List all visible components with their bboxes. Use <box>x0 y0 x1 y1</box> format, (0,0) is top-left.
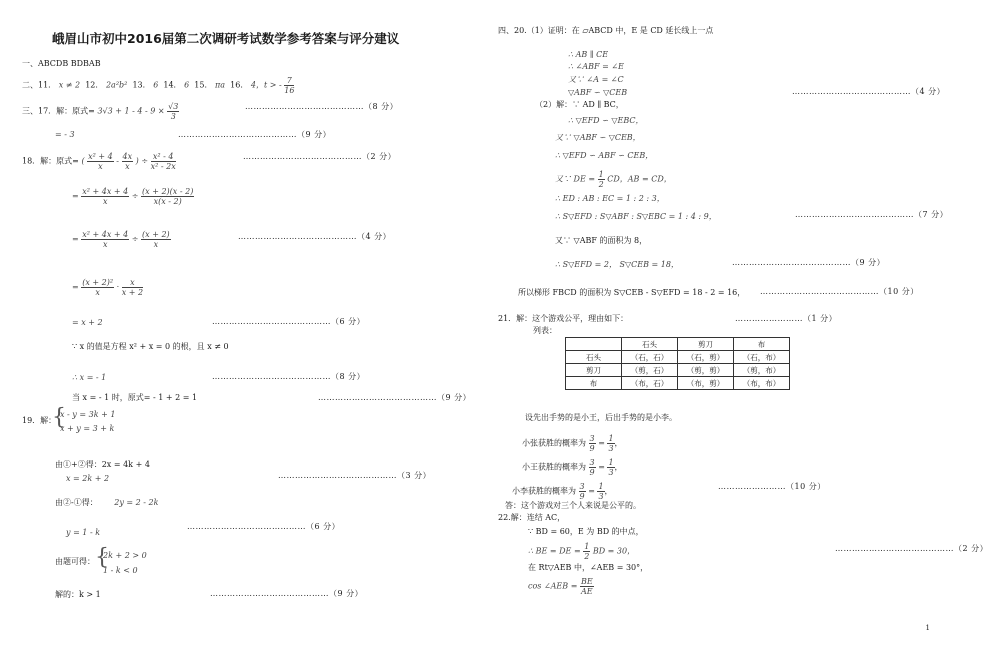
table-cell: （石，石） <box>622 351 678 364</box>
q20-line-6: ∴ ▽EFD ∽ ▽EBC， <box>568 116 644 125</box>
answer-14: 6 <box>184 80 190 90</box>
game-outcome-table <box>565 337 790 390</box>
label-12: 12． <box>85 80 104 90</box>
q18-line-7: ∴ x = - 1 <box>72 373 107 382</box>
table-header-cell: 石头 <box>622 338 678 351</box>
q17-fraction: $\frac{√3}{3}$ <box>168 102 179 121</box>
table-row <box>566 377 790 390</box>
table-cell: （剪，布） <box>734 364 790 377</box>
table-row <box>566 338 790 351</box>
q20-line-14: 所以梯形 FBCD 的面积为 S▽CEB - S▽EFD = 18 - 2 = 16， <box>518 288 746 297</box>
page-number: 1 <box>925 624 930 632</box>
table-cell: （布，石） <box>622 377 678 390</box>
q22-line-4: cos ∠AEB = $\frac{BE}{AE}$ <box>528 577 593 596</box>
q22-line-3: 在 Rt▽AEB 中，∠AEB = 30°， <box>528 563 649 572</box>
q19-system-2b: 1 - k < 0 <box>103 566 138 575</box>
q18-line-6: ∵ x 的值是方程 x² + x = 0 的根，且 x ≠ 0 <box>72 342 229 351</box>
q21-line-3: 小王获胜的概率为 $\frac{3}{9}$ = $\frac{1}{3}$ ， <box>522 458 623 477</box>
table-header-cell: 剪刀 <box>678 338 734 351</box>
table-cell: （布，布） <box>734 377 790 390</box>
q18-frac-4b: $\frac{x}{x + 2}$ <box>121 278 144 297</box>
table-cell: （剪，石） <box>622 364 678 377</box>
q22-label: 22.解：连结 AC， <box>498 513 566 522</box>
q18-line-2: = $\frac{\text{x² + 4x + 4}}{x}$ ÷ $\frac{(x + 2)(x - 2)}{x(x - 2)}$ <box>72 187 194 206</box>
q19-line-1: 由①+②得：2x = 4k + 4 <box>55 460 150 469</box>
q18-frac-3b: $\frac{(x + 2)}{x}$ <box>142 230 170 249</box>
section-1-answers: 一、ABCDB BDBAB <box>22 59 101 68</box>
q19-line-2: x = 2k + 2 <box>66 474 110 483</box>
q19-score-3: ……………………………………（9 分） <box>210 589 364 598</box>
section-2-answers <box>22 76 294 95</box>
q20-line-10: ∴ ED : AB : EC = 1 : 2 : 3， <box>555 194 665 203</box>
table-header-cell <box>566 338 622 351</box>
q18-score-1: ……………………………………（2 分） <box>243 152 397 161</box>
q20-line-4: ▽ABF ∽ ▽CEB <box>568 88 628 97</box>
q20-line-1: ∴ AB ∥ CE <box>568 50 609 59</box>
q18-line-1: 18．解：原式= ( $\frac{\text{x² + 4}}{x}$ - $\frac{4x}{x}$ ) ÷ $\frac{\text{x² - 4}}{\text{x² - 2x}}$ <box>22 152 176 171</box>
page-title: 峨眉山市初中2016届第二次调研考试数学参考答案与评分建议 <box>52 31 400 46</box>
q19-brace-1: { <box>52 405 66 430</box>
q17-score-1: ……………………………………（8 分） <box>245 102 399 111</box>
q19-system-1b: x + y = 3 + k <box>60 424 115 433</box>
label-16: 16． <box>230 80 249 90</box>
q18-score-3: ……………………………………（6 分） <box>212 317 366 326</box>
q19-score-1: ……………………………………（3 分） <box>278 471 432 480</box>
q22-line-1: ∵ BD = 60，E 为 BD 的中点， <box>528 527 644 536</box>
q19-label: 19．解： <box>22 416 57 425</box>
table-cell: 布 <box>566 377 622 390</box>
q18-line-8: 当 x = - 1 时，原式= - 1 + 2 = 1 <box>72 393 198 402</box>
table-cell: 剪刀 <box>566 364 622 377</box>
fraction-16: $\frac{7}{16}$ <box>284 76 295 95</box>
q18-frac-1a: $\frac{\text{x² + 4}}{x}$ <box>88 152 113 171</box>
q19-system-1a: x - y = 3k + 1 <box>60 410 116 419</box>
q19-line-4: y = 1 - k <box>66 528 101 537</box>
q18-score-4: ……………………………………（8 分） <box>212 372 366 381</box>
q19-line-6: 解的：k > 1 <box>55 590 101 599</box>
label-11: 二、11． <box>22 80 57 90</box>
q21-line-1: 设先出手势的是小王，后出手势的是小李。 <box>525 413 677 422</box>
q18-frac-1c: $\frac{\text{x² - 4}}{\text{x² - 2x}}$ <box>150 152 176 171</box>
q18-frac-4a: $\frac{\text{(x + 2)²}}{x}$ <box>82 278 114 297</box>
answer-12: 2a²b² <box>105 80 128 90</box>
table-row <box>566 364 790 377</box>
q20-line-13: ∴ S▽EFD = 2， S▽CEB = 18， <box>555 260 679 269</box>
q20-heading: 四、20.（1）证明：在 ▱ABCD 中，E 是 CD 延长线上一点 <box>498 26 714 35</box>
q18-frac-3a: $\frac{\text{x² + 4x + 4}}{x}$ <box>82 230 129 249</box>
q17-score-2: ……………………………………（9 分） <box>178 130 332 139</box>
q17-expression: 3√3 + 1 - 4 - 9 × <box>97 106 165 116</box>
q21-score-2: ……………………（10 分） <box>718 482 826 491</box>
q21-score-1: ……………………（1 分） <box>735 314 838 323</box>
q19-line-3: 由②-①得： 2y = 2 - 2k <box>55 498 159 507</box>
table-cell: （石，布） <box>734 351 790 364</box>
q18-line-4: = $\frac{\text{(x + 2)²}}{x}$ · $\frac{x}{x + 2}$ <box>72 278 144 297</box>
table-cell: （剪，剪） <box>678 364 734 377</box>
q17-line <box>22 102 179 121</box>
table-cell: （石，剪） <box>678 351 734 364</box>
q19-brace-2: { <box>95 545 109 570</box>
q18-frac-1b: $\frac{4x}{x}$ <box>122 152 133 171</box>
q20-line-11: ∴ S▽EFD : S▽ABF : S▽EBC = 1 : 4 : 9， <box>555 212 717 221</box>
q20-line-2: ∴ ∠ABF = ∠E <box>568 62 624 71</box>
q20-line-8: ∴ ▽EFD ∽ ABF ∽ CEB， <box>555 151 654 160</box>
q20-score-4: ……………………………………（10 分） <box>760 287 919 296</box>
q20-score-1: ……………………………………（4 分） <box>792 87 946 96</box>
table-row <box>566 351 790 364</box>
q18-line-5: = x + 2 <box>72 318 103 327</box>
q21-line-2: 小张获胜的概率为 $\frac{3}{9}$ = $\frac{1}{3}$ ， <box>522 434 623 453</box>
answer-15: πa <box>215 80 226 90</box>
q21-line-5: 答：这个游戏对三个人来说是公平的。 <box>505 501 641 510</box>
q18-label: 18．解：原式= <box>22 156 79 166</box>
q20-score-3: ……………………………………（9 分） <box>732 258 886 267</box>
q20-score-2: ……………………………………（7 分） <box>795 210 949 219</box>
q20-line-7: 又∵ ▽ABF ∽ ▽CEB， <box>555 133 641 142</box>
q19-line-5: 由题可得： <box>55 557 95 566</box>
q21-line-4: 小李获胜的概率为 $\frac{3}{9}$ = $\frac{1}{3}$ ， <box>512 482 613 501</box>
q21-list-label: 列表： <box>533 326 557 335</box>
q18-line-3: = $\frac{\text{x² + 4x + 4}}{x}$ ÷ $\frac{(x + 2)}{x}$ <box>72 230 170 249</box>
q19-score-2: ……………………………………（6 分） <box>187 522 341 531</box>
answer-16: 4，t > - <box>250 80 282 90</box>
label-13: 13． <box>132 80 151 90</box>
q18-score-5: ……………………………………（9 分） <box>318 393 472 402</box>
answer-13: 6 <box>153 80 159 90</box>
q20-line-3: 又∵ ∠A = ∠C <box>568 75 624 84</box>
q17-result: = - 3 <box>55 130 75 139</box>
q20-line-12: 又∵ ▽ABF 的面积为 8， <box>555 236 648 245</box>
q22-score-1: ……………………………………（2 分） <box>835 544 988 553</box>
q18-frac-2b: $\frac{(x + 2)(x - 2)}{x(x - 2)}$ <box>142 187 194 206</box>
label-14: 14． <box>163 80 182 90</box>
table-header-cell: 布 <box>734 338 790 351</box>
q18-frac-2a: $\frac{\text{x² + 4x + 4}}{x}$ <box>82 187 129 206</box>
q21-label: 21．解：这个游戏公平，理由如下： <box>498 314 629 323</box>
table-cell: （布，剪） <box>678 377 734 390</box>
answer-11: x ≠ 2 <box>58 80 81 90</box>
q22-line-2: ∴ BE = DE = $\frac{1}{2}$ BD = 30， <box>528 542 636 561</box>
q20-fraction: $\frac{1}{2}$ <box>598 170 604 189</box>
q20-line-5: （2）解：∵ AD ∥ BC， <box>535 100 624 109</box>
q17-label: 三、17．解：原式= <box>22 106 95 116</box>
table-cell: 石头 <box>566 351 622 364</box>
q20-line-9: 又∵ DE = $\frac{1}{2}$ CD，AB = CD， <box>555 170 672 189</box>
q18-score-2: ……………………………………（4 分） <box>238 232 392 241</box>
label-15: 15． <box>194 80 213 90</box>
q19-system-2a: 2k + 2 > 0 <box>103 551 147 560</box>
